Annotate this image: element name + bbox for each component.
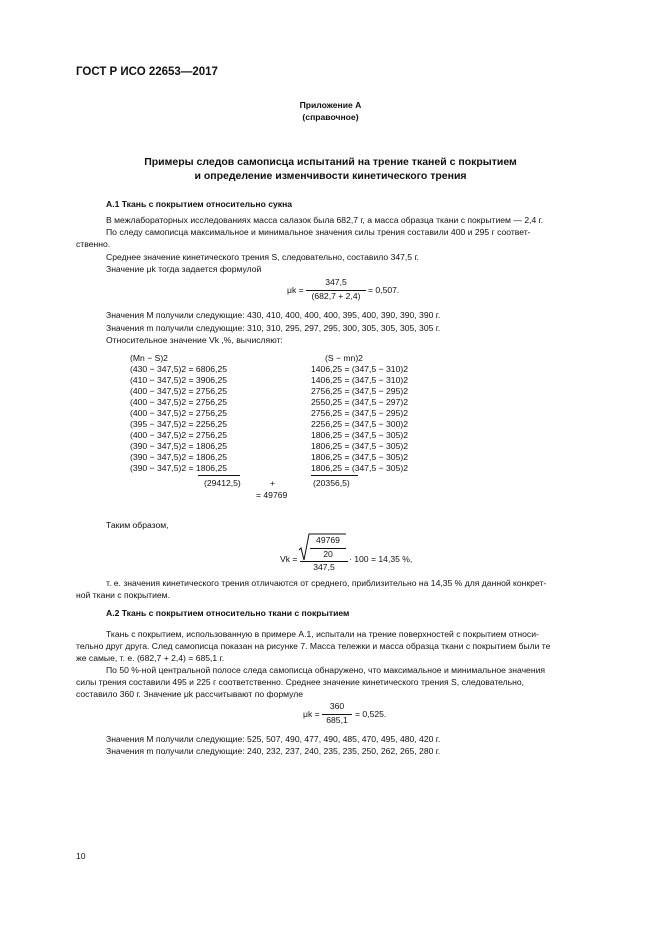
appendix-subtitle: (справочное)	[302, 112, 359, 122]
column2-row: 1806,25 = (347,5 − 305)2	[311, 441, 408, 451]
sum2-rule	[311, 475, 358, 476]
column1-row: (390 − 347,5)2 = 1806,25	[130, 441, 227, 451]
a1-paragraph-2a: По следу самописца максимальное и минимальное значения силы трения составили 400 и 295 г соответ-	[106, 227, 531, 237]
column1-row: (390 − 347,5)2 = 1806,25	[130, 463, 227, 473]
a2-paragraph-1a: Ткань с покрытием, использованную в примере А.1, испытали на трение поверхностей с покрытием относи-	[106, 629, 539, 639]
formula2-lhs: Vk =	[280, 554, 298, 564]
column2-row: 1806,25 = (347,5 − 305)2	[311, 430, 408, 440]
document-id: ГОСТ Р ИСО 22653—2017	[76, 66, 218, 78]
column2-row: 1806,25 = (347,5 − 305)2	[311, 452, 408, 462]
column1-row: (400 − 347,5)2 = 2756,25	[130, 386, 227, 396]
formula2-result: · 100 = 14,35 %,	[349, 554, 413, 564]
formula3-numerator: 360	[329, 701, 345, 711]
sum1: (29412,5)	[204, 478, 241, 488]
a1-relative-value: Относительное значение Vk ,%, вычисляют:	[106, 335, 283, 345]
column1-row: (400 − 347,5)2 = 2756,25	[130, 408, 227, 418]
formula1-denominator: (682,7 + 2,4)	[306, 290, 366, 301]
a1-m-values: Значения M получили следующие: 430, 410, 400, 400, 400, 395, 400, 390, 390, 390 г.	[106, 310, 441, 320]
page-number: 10	[76, 851, 86, 861]
main-title-line2: и определение изменчивости кинетического трения	[194, 170, 467, 182]
column2-row: 2550,25 = (347,5 − 297)2	[311, 397, 408, 407]
a1-conclusion-b: ной ткани с покрытием.	[76, 590, 170, 600]
column1-row: (430 − 347,5)2 = 6806,25	[130, 364, 227, 374]
a1-paragraph-2b: ственно.	[76, 239, 111, 249]
a1-paragraph-3: Среднее значение кинетического трения S, следовательно, составило 347,5 г.	[106, 252, 419, 262]
formula2-sqrt-denominator: 20	[310, 548, 346, 559]
column2-row: 2756,25 = (347,5 − 295)2	[311, 386, 408, 396]
a1-conclusion-a: т. е. значения кинетического трения отличаются от среднего, приблизительно на 14,35 % для данной конкрет-	[106, 578, 547, 588]
formula3-lhs: μk =	[303, 709, 320, 719]
formula3-result: = 0,525.	[355, 709, 387, 719]
a1-paragraph-4: Значение μk тогда задается формулой	[106, 264, 262, 274]
column1-row: (400 − 347,5)2 = 2756,25	[130, 430, 227, 440]
formula1-numerator: 347,5	[325, 277, 347, 287]
formula1-result: = 0,507.	[368, 285, 400, 295]
column2-header: (S − mn)2	[325, 353, 363, 363]
a2-paragraph-2c: составило 360 г. Значение μk рассчитывают по формуле	[76, 689, 304, 699]
sum2: (20356,5)	[313, 478, 350, 488]
column2-rows	[311, 364, 408, 474]
section-a2-heading: А.2 Ткань с покрытием относительно ткани с покрытием	[106, 608, 350, 618]
column1-header: (Mn − S)2	[130, 353, 168, 363]
formula2-denominator: 347,5	[313, 562, 335, 572]
column1-rows	[130, 364, 227, 474]
sum-plus: +	[270, 478, 276, 488]
a2-paragraph-2b: силы трения составили 495 и 225 г соответственно. Среднее значение кинетического трения S, следовательно,	[76, 677, 525, 687]
appendix-title: Приложение А	[299, 100, 362, 110]
a2-paragraph-2a: По 50 %-ной центральной полосе следа самописца обнаружено, что максимальное и минимальное значения	[106, 665, 546, 675]
column1-row: (400 − 347,5)2 = 2756,25	[130, 397, 227, 407]
column2-row: 1406,25 = (347,5 − 310)2	[311, 375, 408, 385]
formula3-denominator: 685,1	[322, 714, 352, 725]
a2-mmin-values: Значения m получили следующие: 240, 232, 237, 240, 235, 235, 250, 262, 265, 280 г.	[106, 746, 441, 756]
a1-paragraph-1: В межлабораторных исследованиях масса салазок была 682,7 г, а масса образца ткани с покрытием — 2,4 г.	[106, 215, 544, 225]
a1-thus: Таким образом,	[106, 520, 169, 530]
formula2-sqrt-numerator: 49769	[316, 535, 340, 545]
main-title-line1: Примеры следов самописца испытаний на трение тканей с покрытием	[144, 156, 517, 168]
column2-row: 2756,25 = (347,5 − 295)2	[311, 408, 408, 418]
formula1-lhs: μk =	[287, 285, 304, 295]
section-a1-heading: А.1 Ткань с покрытием относительно сукна	[106, 199, 293, 209]
column2-row: 1806,25 = (347,5 − 305)2	[311, 463, 408, 473]
a1-mmin-values: Значения m получили следующие: 310, 310, 295, 297, 295, 300, 305, 305, 305, 305 г.	[106, 323, 441, 333]
a2-paragraph-1b: тельно друг друга. След самописца показан на рисунке 7. Масса тележки и масса образца ткани с покрытием были те	[76, 641, 551, 651]
column2-row: 1406,25 = (347,5 − 310)2	[311, 364, 408, 374]
column1-row: (390 − 347,5)2 = 1806,25	[130, 452, 227, 462]
column1-row: (395 − 347,5)2 = 2256,25	[130, 419, 227, 429]
sum1-rule	[198, 475, 240, 476]
a2-paragraph-1c: же самые, т. е. (682,7 + 2,4) = 685,1 г.	[76, 653, 225, 663]
column2-row: 2256,25 = (347,5 − 300)2	[311, 419, 408, 429]
sum-total: = 49769	[256, 490, 288, 500]
a2-m-values: Значения M получили следующие: 525, 507, 490, 477, 490, 485, 470, 495, 480, 420 г.	[106, 734, 441, 744]
column1-row: (410 − 347,5)2 = 3906,25	[130, 375, 227, 385]
